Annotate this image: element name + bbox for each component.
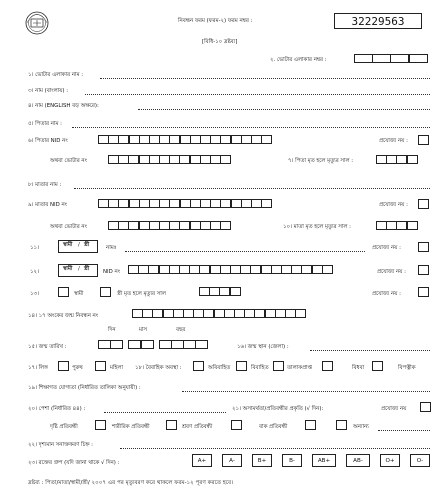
spouse-death-wife-checkbox[interactable] [100, 287, 111, 297]
spouse-name-label: নামঃ [106, 245, 117, 251]
education-label: ১৯। শিক্ষাগত যোগ্যতা (নির্ধারিত তালিকা অনুযায়ী) : [28, 385, 141, 391]
name-bangla-label: ৩। নাম (বাংলায়) : [28, 88, 69, 94]
spouse-death-year-boxes[interactable] [199, 287, 240, 296]
blood-group-o-positive[interactable]: O+ [380, 454, 400, 467]
father-death-year-boxes[interactable] [376, 155, 417, 164]
name-english-field[interactable] [138, 109, 430, 110]
widow-checkbox[interactable] [322, 361, 333, 371]
speech-disability-checkbox[interactable] [305, 420, 316, 430]
other-disability-checkbox[interactable] [336, 420, 347, 430]
father-name-label: ৫। পিতার নাম : [28, 121, 62, 127]
spouse-husband-option: স্বামী [63, 242, 73, 248]
gender-female-label: মহিলা [110, 365, 123, 371]
other-disability-label: অন্যান্য [353, 424, 369, 430]
name-english-label: ৪। নাম (ENGLISH বড় অক্ষরে): [28, 103, 99, 109]
mother-voter-no-boxes[interactable] [108, 221, 230, 230]
mother-death-year-boxes[interactable] [376, 221, 417, 230]
spouse-death-year-label: স্ত্রী মৃত হলে মৃত্যুর সাল [117, 291, 166, 297]
occupation-field[interactable] [104, 412, 226, 413]
date-day-header: দিন [108, 327, 116, 333]
blood-group-label: ২৩। রক্তের গ্রুপ (যদি জানা থাকে √ দিন) : [28, 460, 120, 466]
spouse-wife-option: স্ত্রী [84, 242, 90, 248]
married-checkbox[interactable] [236, 361, 247, 371]
mother-nid-label: ৯। মাতার NID নং [28, 202, 68, 208]
date-year-header: বছর [176, 327, 186, 333]
date-month-header: মাস [139, 327, 148, 333]
identification-mark-field[interactable] [120, 448, 430, 449]
voter-area-name-label: ১। ভোটার এলাকার নাম : [28, 72, 84, 78]
birth-date-label: ১৫। জন্ম তারিখ : [28, 344, 67, 350]
spouse-nid-husband-option: স্বামী [63, 266, 73, 272]
physical-disability-label: শারীরিক প্রতিবন্ধী [112, 424, 150, 430]
father-name-field[interactable] [72, 127, 430, 128]
registration-form: নিবন্ধন ফরম (ফরম-২) ফরম নম্বর : 32229563 [বিধি-১০ দ্রষ্টব্য] ২. ভোটার এলাকার নম্বর : ১। ভোটার এলাকার নাম : ৩। নাম (বাংলায়) : ৪। নাম (ENGLISH বড় অক্ষরে): ৫। পিতার নাম : ৬। পিতার NID নং প্রযোজ্য নয় : অথবা ভোটার নং ৭। পিতা মৃত হলে মৃত্যুর সাল : ৮। মাতার নাম : ৯। মাতার NID নং প্রযোজ্য নয় : অথবা ভোটার নং ১০। মাতা মৃত হলে মৃত্যুর সাল : ১১। স্বামী / স্ত্রী নামঃ প্রযোজ্য নয় : ১২। স্বামী / স্ত্রী NID নং প্রযোজ্য নয় : ১৩। স্বামী স্ত্রী মৃত হলে মৃত্যুর সাল প্রযোজ্য নয় : ১৪। ১৭ অংকের জন্ম নিবন্ধন নং দিন মাস বছর ১৫। জন্ম তারিখ : ১৬। জন্ম স্থান (জেলা) : ১৭। লিঙ্গ পুরুষ মহিলা ১৮। বৈবাহিক অবস্থা : অবিবাহিত বিবাহিত তালাকপ্রাপ্ত বিধবা বিপত্নীক ১৯। শিক্ষাগত যোগ্যতা (নির্ধারিত তালিকা অনুযায়ী) : ২০। পেশা (নির্ধারিত ৪৪) : ২১। অসামর্থতা/প্রতিবন্ধীর প্রকৃতি (√ দিন): প্রযোজ্য নয় দৃষ্টি প্রতিবন্ধী শারীরিক প্রতিবন্ধী শ্রবণ প্রতিবন্ধী বাক প্রতিবন্ধী অন্যান্য ২২। দৃশ্যমান সনাক্তকরণ চিহ্ন : ২৩। রক্তের গ্রুপ (যদি জানা থাকে √ দিন) : A+ A- B+ B- AB+ AB- O+ O- দ্রষ্টব্য : পিতা/মাতা/স্বামী/স্ত্রী/ ২০০৭ এর পর মৃত্যুবরণ করে থাকলে ফরম-১২ পূরণ করতে হবে। [0, 0, 448, 500]
unmarried-label: অবিবাহিত [208, 365, 231, 371]
father-nid-not-applicable-label: প্রযোজ্য নয় : [379, 138, 408, 144]
unmarried-checkbox[interactable] [193, 361, 204, 371]
rule-reference: [বিধি-১০ দ্রষ্টব্য] [202, 39, 238, 45]
voter-area-name-field[interactable] [100, 78, 430, 79]
birth-registration-boxes[interactable] [132, 309, 305, 318]
spouse-name-not-applicable-checkbox[interactable] [418, 242, 429, 252]
mother-nid-not-applicable-label: প্রযোজ্য নয় : [379, 202, 408, 208]
spouse-death-not-applicable-label: প্রযোজ্য নয় : [372, 291, 401, 297]
spouse-name-number: ১১। [30, 245, 39, 251]
widow-label: বিধবা [352, 365, 365, 371]
widower-label: বিপত্নীক [398, 365, 416, 371]
divorced-checkbox[interactable] [273, 361, 284, 371]
father-nid-boxes[interactable] [98, 135, 271, 144]
birth-registration-label: ১৪। ১৭ অংকের জন্ম নিবন্ধন নং [28, 313, 99, 319]
footnote: দ্রষ্টব্য : পিতা/মাতা/স্বামী/স্ত্রী/ ২০০৭ এর পর মৃত্যুবরণ করে থাকলে ফরম-১২ পূরণ করতে হবে। [28, 480, 234, 486]
gender-female-checkbox[interactable] [95, 361, 106, 371]
blood-group-ab-positive[interactable]: AB+ [312, 454, 336, 467]
blood-group-ab-negative[interactable]: AB- [346, 454, 370, 467]
spouse-death-not-applicable-checkbox[interactable] [418, 287, 429, 297]
widower-checkbox[interactable] [372, 361, 383, 371]
father-nid-label: ৬। পিতার NID নং [28, 138, 68, 144]
blood-group-o-negative[interactable]: O- [410, 454, 430, 467]
other-disability-field[interactable] [378, 430, 430, 431]
visual-disability-label: দৃষ্টি প্রতিবন্ধী [50, 424, 78, 430]
spouse-nid-number: ১২। [30, 269, 39, 275]
name-bangla-field[interactable] [85, 94, 430, 95]
marital-status-label: ১৮। বৈবাহিক অবস্থা : [135, 365, 182, 371]
disability-label: ২১। অসামর্থতা/প্রতিবন্ধীর প্রকৃতি (√ দিন): [232, 406, 324, 412]
spouse-name-field[interactable] [125, 251, 365, 252]
birth-place-field[interactable] [310, 350, 430, 351]
birth-date-boxes[interactable] [98, 340, 208, 349]
father-nid-not-applicable-checkbox[interactable] [418, 135, 429, 145]
mother-nid-not-applicable-checkbox[interactable] [418, 199, 429, 209]
spouse-nid-boxes[interactable] [128, 265, 332, 274]
blood-group-b-positive[interactable]: B+ [252, 454, 272, 467]
hearing-disability-label: শ্রবণ প্রতিবন্ধী [182, 424, 213, 430]
mother-name-label: ৮। মাতার নাম : [28, 182, 62, 188]
speech-disability-label: বাক প্রতিবন্ধী [259, 424, 288, 430]
identification-mark-label: ২২। দৃশ্যমান সনাক্তকরণ চিহ্ন : [28, 442, 94, 448]
hearing-disability-checkbox[interactable] [231, 420, 242, 430]
disability-not-applicable-label: প্রযোজ্য নয় [381, 406, 407, 412]
spouse-death-husband-checkbox[interactable] [58, 287, 69, 297]
mother-death-year-label: ১০। মাতা মৃত হলে মৃত্যুর সাল : [283, 224, 351, 230]
gender-male-label: পুরুষ [72, 365, 83, 371]
blood-group-a-negative[interactable]: A- [222, 454, 242, 467]
spouse-death-number: ১৩। [30, 291, 39, 297]
spouse-nid-not-applicable-checkbox[interactable] [418, 265, 429, 275]
blood-group-b-negative[interactable]: B- [282, 454, 302, 467]
visual-disability-checkbox[interactable] [95, 420, 106, 430]
father-voter-no-label: অথবা ভোটার নং [50, 158, 87, 164]
election-commission-logo [25, 11, 49, 35]
mother-voter-no-label: অথবা ভোটার নং [50, 224, 87, 230]
voter-area-number-label: ২. ভোটার এলাকার নম্বর : [270, 57, 327, 63]
voter-area-number-boxes[interactable] [354, 54, 427, 63]
physical-disability-checkbox[interactable] [166, 420, 177, 430]
spouse-nid-label: NID নং [103, 269, 121, 275]
gender-label: ১৭। লিঙ্গ [28, 365, 48, 371]
gender-male-checkbox[interactable] [58, 361, 69, 371]
form-title: নিবন্ধন ফরম (ফরম-২) ফরম নম্বর : [178, 18, 253, 24]
spouse-name-not-applicable-label: প্রযোজ্য নয় : [372, 245, 401, 251]
father-voter-no-boxes[interactable] [108, 155, 230, 164]
father-death-year-label: ৭। পিতা মৃত হলে মৃত্যুর সাল : [288, 158, 354, 164]
form-number: 32229563 [334, 13, 422, 29]
spouse-nid-not-applicable-label: প্রযোজ্য নয় : [377, 269, 406, 275]
education-field[interactable] [182, 391, 430, 392]
mother-name-field[interactable] [74, 188, 430, 189]
spouse-death-husband-label: স্বামী [74, 291, 84, 297]
mother-nid-boxes[interactable] [98, 199, 271, 208]
occupation-label: ২০। পেশা (নির্ধারিত ৪৪) : [28, 406, 86, 412]
disability-not-applicable-checkbox[interactable] [420, 402, 431, 412]
blood-group-a-positive[interactable]: A+ [192, 454, 212, 467]
spouse-nid-wife-option: স্ত্রী [84, 266, 90, 272]
married-label: বিবাহিত [251, 365, 269, 371]
birth-place-label: ১৬। জন্ম স্থান (জেলা) : [237, 344, 289, 350]
divorced-label: তালাকপ্রাপ্ত [287, 365, 312, 371]
